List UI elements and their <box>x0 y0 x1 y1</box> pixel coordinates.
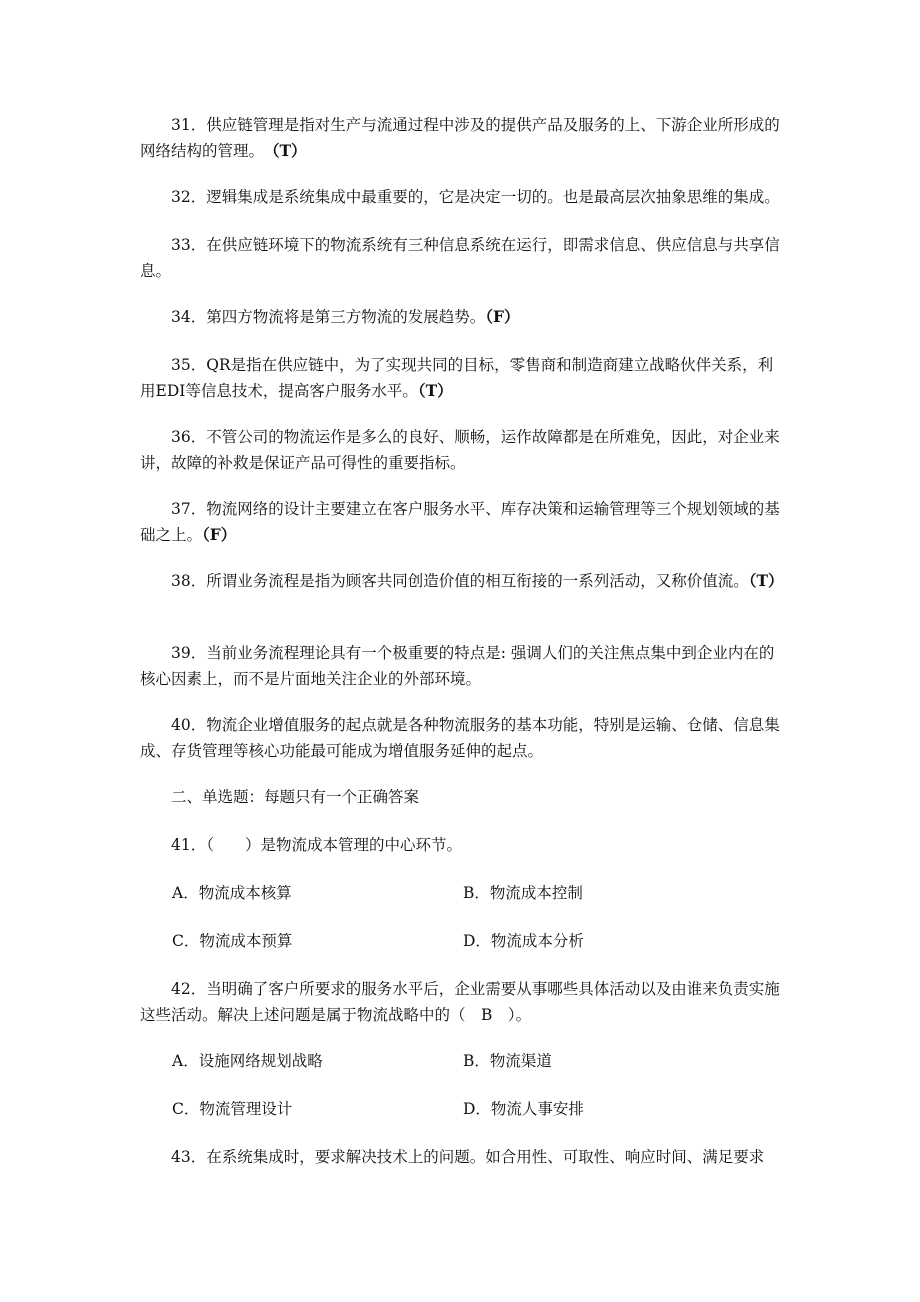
q41-option-c: C．物流成本预算 <box>172 932 293 950</box>
question-40: 40．物流企业增值服务的起点就是各种物流服务的基本功能，特别是运输、仓储、信息集成、存货管理等核心功能最可能成为增值服务延伸的起点。 <box>140 716 780 760</box>
question-31: 31．供应链管理是指对生产与流通过程中涉及的提供产品及服务的上、下游企业所形成的网络结构的管理。 （T） <box>140 116 780 160</box>
answer-mark: （T） <box>256 141 307 160</box>
q41-option-a: A．物流成本核算 <box>172 884 292 902</box>
question-38: 38．所谓业务流程是指为顾客共同创造价值的相互衔接的一系列活动，又称价值流。（T） <box>171 571 784 590</box>
section-heading: 二、单选题：每题只有一个正确答案 <box>171 788 420 806</box>
answer-mark: （F） <box>485 307 520 326</box>
question-32: 32．逻辑集成是系统集成中最重要的，它是决定一切的。也是最高层次抽象思维的集成。 <box>171 188 780 206</box>
question-33: 33．在供应链环境下的物流系统有三种信息系统在运行，即需求信息、供应信息与共享信息。 <box>140 236 780 280</box>
q41-option-b: B．物流成本控制 <box>463 884 583 902</box>
q42-option-d: D．物流人事安排 <box>463 1100 584 1118</box>
q42-option-c: C．物流管理设计 <box>172 1100 293 1118</box>
question-37: 37．物流网络的设计主要建立在客户服务水平、库存决策和运输管理等三个规划领域的基础之上。（F） <box>140 500 780 544</box>
question-41: 41．（ ）是物流成本管理的中心环节。 <box>171 836 462 854</box>
question-43: 43．在系统集成时，要求解决技术上的问题。如合用性、可取性、响应时间、满足要求 <box>171 1148 765 1166</box>
question-35: 35．QR是指在供应链中，为了实现共同的目标，零售商和制造商建立战略伙伴关系，利用EDI等信息技术，提高客户服务水平。（T） <box>140 356 774 400</box>
q42-option-b: B．物流渠道 <box>463 1052 552 1070</box>
q42-option-a: A．设施网络规划战略 <box>172 1052 323 1070</box>
q41-option-d: D．物流成本分析 <box>463 932 584 950</box>
question-39: 39．当前业务流程理论具有一个极重要的特点是: 强调人们的关注焦点集中到企业内在的核心因素上，而不是片面地关注企业的外部环境。 <box>140 644 775 688</box>
answer-mark: （T） <box>748 571 784 590</box>
answer-mark: （F） <box>202 525 237 544</box>
question-34: 34．第四方物流将是第三方物流的发展趋势。（F） <box>171 307 520 326</box>
question-36: 36．不管公司的物流运作是多么的良好、顺畅，运作故障都是在所难免，因此，对企业来讲，故障的补救是保证产品可得性的重要指标。 <box>140 428 780 472</box>
question-42: 42．当明确了客户所要求的服务水平后，企业需要从事哪些具体活动以及由谁来负责实施这些活动。解决上述问题是属于物流战略中的（ B ）。 <box>140 980 780 1024</box>
answer-mark: （T） <box>417 381 453 400</box>
